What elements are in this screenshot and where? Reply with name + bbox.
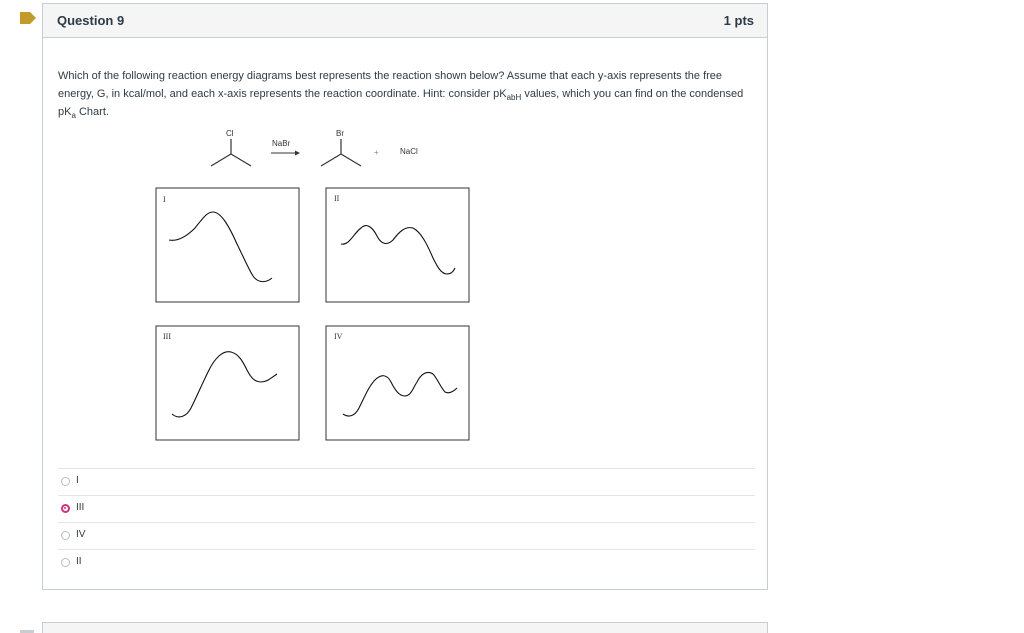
answer-label-ii[interactable]: II	[76, 556, 82, 567]
diagram-iv-label: IV	[334, 332, 343, 341]
question-text-sub1: abH	[506, 93, 522, 103]
answer-label-i[interactable]: I	[76, 475, 79, 486]
question-text-part1: Which of the following reaction energy diagrams best represents the reaction shown below? Assume that each y-axis represents the free energy, G, in kcal/mol, and each x-axis represents the reaction coordinate. Hint: consider pK	[58, 70, 723, 100]
diagram-ii	[326, 188, 469, 302]
question-card	[42, 3, 768, 590]
answer-list	[58, 468, 755, 576]
answer-label-iii[interactable]: III	[76, 502, 85, 513]
question-points: 1 pts	[723, 13, 754, 28]
answer-radio-iv[interactable]	[61, 531, 70, 540]
byproduct-label: NaCl	[400, 147, 418, 156]
question-text-part2: values, which you can find on the condensed pK	[58, 88, 744, 118]
diagram-i-label: I	[163, 195, 166, 204]
answer-option-iv[interactable]	[58, 522, 755, 549]
answer-option-i[interactable]	[58, 468, 755, 495]
diagram-ii-label: II	[334, 194, 340, 203]
reagent-label: NaBr	[272, 139, 291, 148]
next-question-card	[42, 622, 768, 633]
reaction-arrow	[271, 151, 300, 156]
question-title: Question 9	[57, 13, 125, 28]
diagram-iii-label: III	[163, 332, 171, 341]
reaction-figure	[43, 4, 767, 444]
product-label: Br	[336, 129, 344, 138]
diagram-iii	[156, 326, 299, 440]
reactant-structure	[211, 139, 251, 166]
diagram-i	[156, 188, 299, 302]
answer-radio-i[interactable]	[61, 477, 70, 486]
diagram-iv	[326, 326, 469, 440]
answer-radio-ii[interactable]	[61, 558, 70, 567]
question-text-sub2: a	[71, 111, 76, 121]
answer-radio-iii[interactable]	[61, 504, 70, 513]
plus-sign: +	[374, 148, 379, 157]
reactant-label: Cl	[226, 129, 234, 138]
flag-question-icon[interactable]	[20, 12, 36, 24]
answer-label-iv[interactable]: IV	[76, 529, 86, 540]
answer-option-iii[interactable]	[58, 495, 755, 522]
question-text-part3: Chart.	[75, 106, 109, 118]
product-structure	[321, 139, 361, 166]
answer-option-ii[interactable]	[58, 549, 755, 576]
